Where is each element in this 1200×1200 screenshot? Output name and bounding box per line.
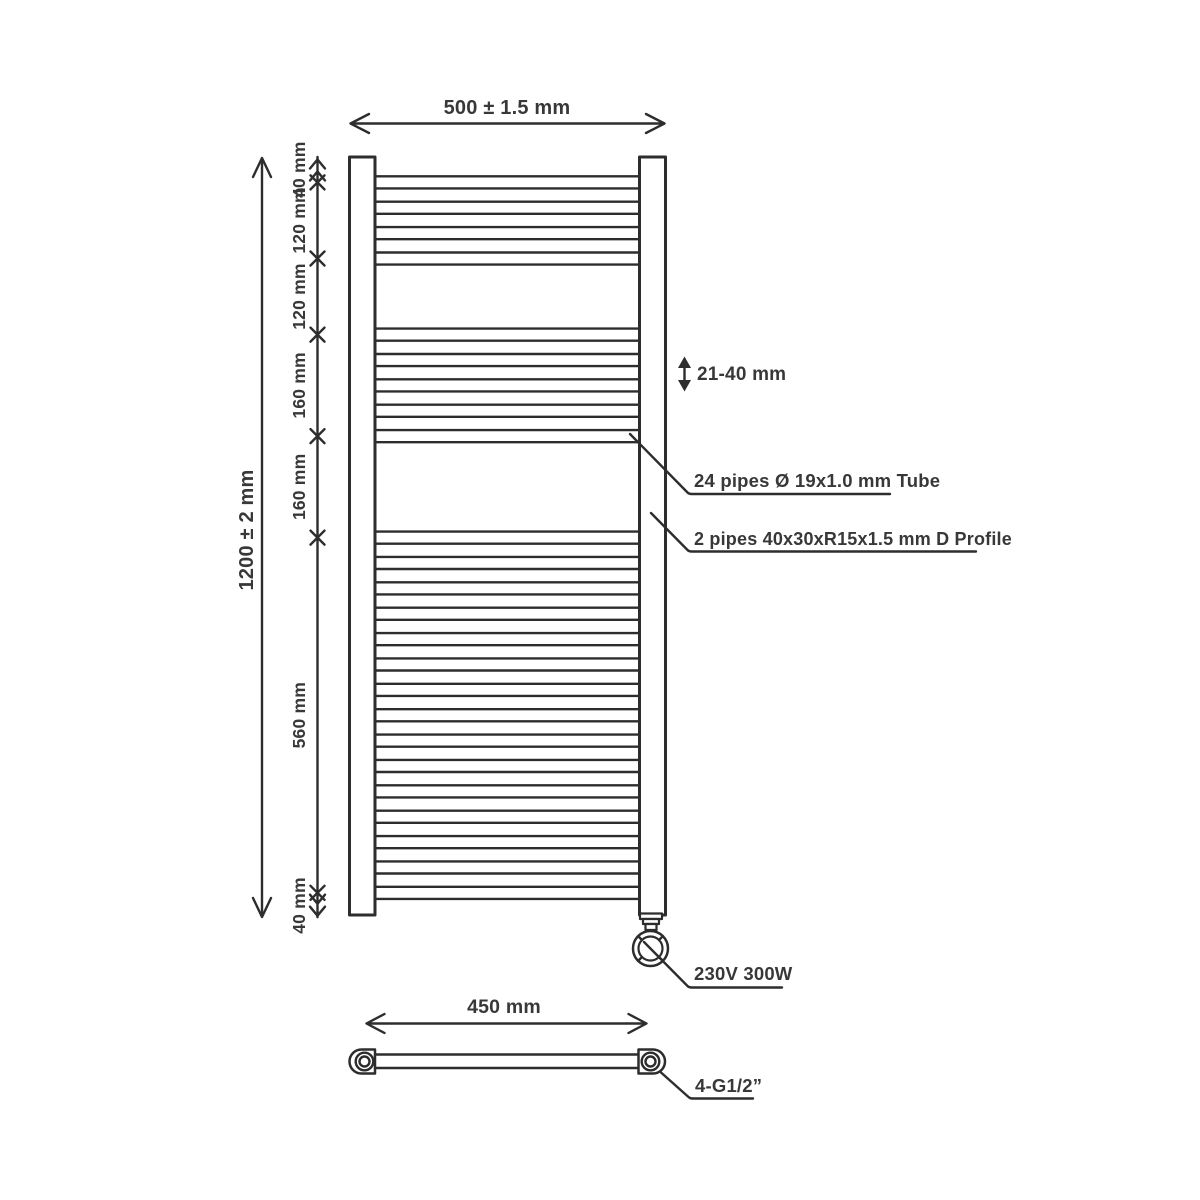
- pipe-rail: [375, 202, 640, 214]
- arrow-down-solid-icon: [678, 380, 691, 392]
- left-profile-post: [350, 157, 376, 915]
- pipe-rail: [375, 887, 640, 899]
- arrow-up-solid-icon: [678, 357, 691, 369]
- pipe-rail: [375, 633, 640, 645]
- pipe-rail: [375, 557, 640, 569]
- thread-label: 4-G1/2”: [695, 1075, 763, 1096]
- profile-label: 2 pipes 40x30xR15x1.5 mm D Profile: [694, 529, 1012, 549]
- right-profile-post: [640, 157, 666, 915]
- wall-distance-label: 21-40 mm: [697, 364, 787, 385]
- pipe-rail: [375, 430, 640, 442]
- pipe-rail: [375, 582, 640, 594]
- pipe-rail: [375, 176, 640, 188]
- tubes-label: 24 pipes Ø 19x1.0 mm Tube: [694, 470, 941, 491]
- pipe-rail: [375, 861, 640, 873]
- segment-dim-label: 120 mm: [289, 263, 309, 330]
- pipe-rails: [375, 176, 640, 899]
- segment-dim-label: 560 mm: [289, 682, 309, 749]
- pipe-rail: [375, 684, 640, 696]
- pipe-rail: [375, 532, 640, 544]
- segment-dim-label: 160 mm: [289, 352, 309, 419]
- pipe-rail: [375, 329, 640, 341]
- segment-dim-label: 40 mm: [289, 877, 309, 934]
- pipe-rail: [375, 709, 640, 721]
- pipe-rail: [375, 658, 640, 670]
- pipe-rail: [375, 836, 640, 848]
- element-neck: [646, 924, 657, 930]
- pipe-rail: [375, 735, 640, 747]
- pipe-rail: [375, 760, 640, 772]
- bottom-width-label: 450 mm: [467, 996, 541, 1018]
- top-view: [350, 996, 666, 1074]
- power-label: 230V 300W: [694, 963, 793, 984]
- pipe-rail: [375, 608, 640, 620]
- thread-annotation: [661, 1073, 762, 1099]
- pipe-rail: [375, 379, 640, 391]
- segment-dim-label: 120 mm: [289, 187, 309, 254]
- pipe-rail: [375, 811, 640, 823]
- segment-dim-label: 160 mm: [289, 453, 309, 521]
- segment-dimension: [289, 141, 325, 933]
- pipe-rail: [375, 405, 640, 417]
- heating-element: [633, 914, 668, 967]
- pipe-rail: [375, 354, 640, 366]
- tubes-annotation: [630, 434, 940, 494]
- pipe-rail: [375, 227, 640, 239]
- height-dim-label: 1200 ± 2 mm: [236, 469, 258, 591]
- bottom-width-dimension: [367, 996, 647, 1033]
- width-dimension: [351, 97, 665, 133]
- pipe-rail: [375, 785, 640, 797]
- pipe-rail: [375, 253, 640, 265]
- height-dimension: [236, 158, 271, 917]
- wall-distance-annotation: [678, 357, 786, 392]
- segment-dim-label: 40 mm: [289, 141, 309, 198]
- width-dim-label: 500 ± 1.5 mm: [443, 97, 571, 119]
- profile-annotation: [651, 513, 1012, 552]
